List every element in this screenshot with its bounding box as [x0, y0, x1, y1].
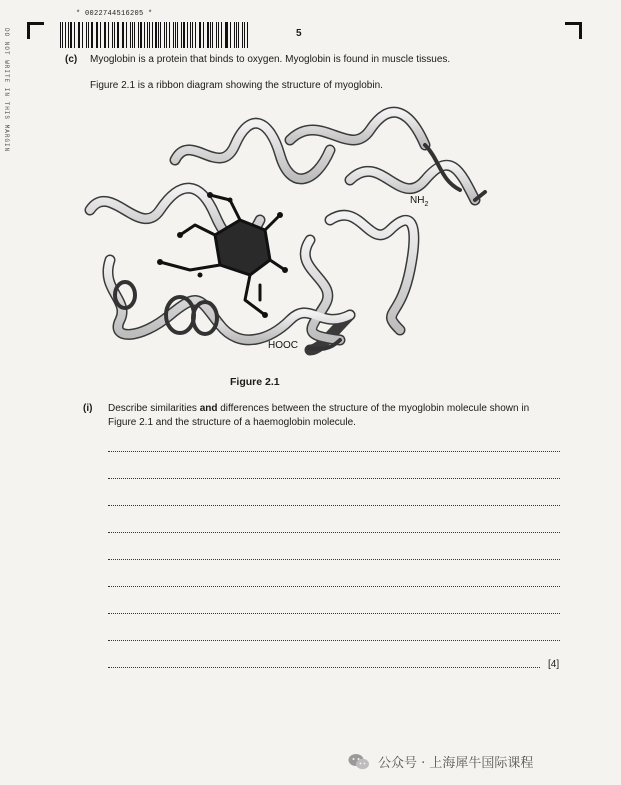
barcode-bar [140, 22, 141, 48]
page-number: 5 [296, 28, 302, 39]
barcode-bar [132, 22, 133, 48]
sub-question-text-part1: Describe similarities [108, 403, 200, 414]
figure-caption: Figure 2.1 [230, 376, 280, 388]
label-nh2: NH [410, 195, 425, 206]
barcode-bar [82, 22, 83, 48]
barcode-bar [96, 22, 97, 48]
barcode-bar [173, 22, 174, 48]
barcode-bar [164, 22, 166, 48]
barcode-bar [192, 22, 193, 48]
answer-line[interactable] [108, 612, 560, 614]
answer-line[interactable] [108, 531, 560, 533]
barcode-bar [183, 22, 185, 48]
registration-mark-top-right [565, 22, 582, 39]
barcode-bar [187, 22, 188, 48]
barcode-bar [134, 22, 135, 48]
barcode-bar [207, 22, 209, 48]
barcode-bar [169, 22, 170, 48]
barcode-bar [166, 22, 167, 48]
barcode-bar [212, 22, 213, 48]
barcode-bar [230, 22, 231, 48]
barcode-bar [108, 22, 109, 48]
barcode-bar [155, 22, 156, 48]
question-part-label: (c) [65, 54, 78, 65]
barcode-bar [68, 22, 69, 48]
sub-question-text-part2: differences between the structure of the myoglobin molecule shown in Figure 2.1 and the structure of a haemoglobin molecule. [108, 403, 530, 428]
answer-line[interactable] [108, 450, 560, 452]
barcode-bar [216, 22, 217, 48]
barcode-bar [149, 22, 150, 48]
barcode-bar [88, 22, 89, 48]
label-hooc: HOOC [268, 340, 298, 351]
barcode-bar [200, 22, 201, 48]
barcode-bar [100, 22, 101, 48]
barcode-bar [177, 22, 178, 48]
barcode-bar [190, 22, 191, 48]
barcode-bar [226, 22, 228, 48]
svg-text:NH2 [410, 195, 428, 208]
barcode-bar [60, 22, 61, 48]
label-nh2-subscript: 2 [424, 201, 429, 208]
barcode-bar [221, 22, 222, 48]
answer-line[interactable] [108, 558, 560, 560]
marks-allocation: [4] [548, 659, 560, 670]
barcode-bar [175, 22, 176, 48]
barcode-bar [112, 22, 113, 48]
barcode-bar [160, 22, 161, 48]
answer-line[interactable] [108, 585, 560, 587]
myoglobin-ribbon-diagram [80, 100, 540, 370]
barcode-bar [147, 22, 148, 48]
barcode-bar [104, 22, 105, 48]
figure-intro-text: Figure 2.1 is a ribbon diagram showing the structure of myoglobin. [90, 80, 383, 91]
answer-line[interactable] [108, 504, 560, 506]
barcode-bar [225, 22, 226, 48]
registration-mark-top-left [27, 22, 44, 39]
barcode-bar [181, 22, 182, 48]
barcode-bar [62, 22, 63, 48]
barcode-bar [203, 22, 204, 48]
barcode-bar [238, 22, 239, 48]
barcode-bar [78, 22, 79, 48]
barcode-bar [123, 22, 124, 48]
watermark [348, 752, 533, 771]
barcode-bar [210, 22, 211, 48]
sub-question-text [108, 402, 558, 430]
barcode-bar [242, 22, 243, 48]
question-intro-text: Myoglobin is a protein that binds to oxygen. Myoglobin is found in muscle tissues. [90, 54, 451, 65]
barcode-bar [91, 22, 93, 48]
barcode-bar [218, 22, 219, 48]
barcode-bar [195, 22, 196, 48]
barcode-bar [122, 22, 123, 48]
barcode-bar [152, 22, 153, 48]
barcode-bar [86, 22, 87, 48]
barcode-bar [158, 22, 159, 48]
barcode-bar [244, 22, 245, 48]
barcode-bar [130, 22, 131, 48]
wechat-icon [348, 753, 370, 771]
answer-line-last[interactable] [108, 666, 540, 668]
barcode-bar [199, 22, 200, 48]
barcode-number: * 0022744516205 * [76, 10, 153, 18]
barcode-bar [144, 22, 145, 48]
sub-question-text-bold: and [199, 403, 218, 414]
answer-line[interactable] [108, 639, 560, 641]
sub-question-label: (i) [83, 403, 93, 414]
barcode-bar [247, 22, 248, 48]
margin-warning-text: DO NOT WRITE IN THIS MARGIN [3, 28, 10, 153]
barcode-bar [65, 22, 66, 48]
barcode-bar [114, 22, 115, 48]
barcode [60, 22, 250, 48]
barcode-bar [105, 22, 106, 48]
watermark-text: 公众号 · 上海犀牛国际课程 [378, 756, 534, 771]
barcode-bar [79, 22, 80, 48]
barcode-bar [117, 22, 119, 48]
barcode-bar [74, 22, 75, 48]
barcode-bar [126, 22, 127, 48]
barcode-bar [236, 22, 237, 48]
answer-line[interactable] [108, 477, 560, 479]
barcode-bar [70, 22, 72, 48]
barcode-bar [234, 22, 235, 48]
barcode-bar [97, 22, 98, 48]
barcode-bar [138, 22, 140, 48]
